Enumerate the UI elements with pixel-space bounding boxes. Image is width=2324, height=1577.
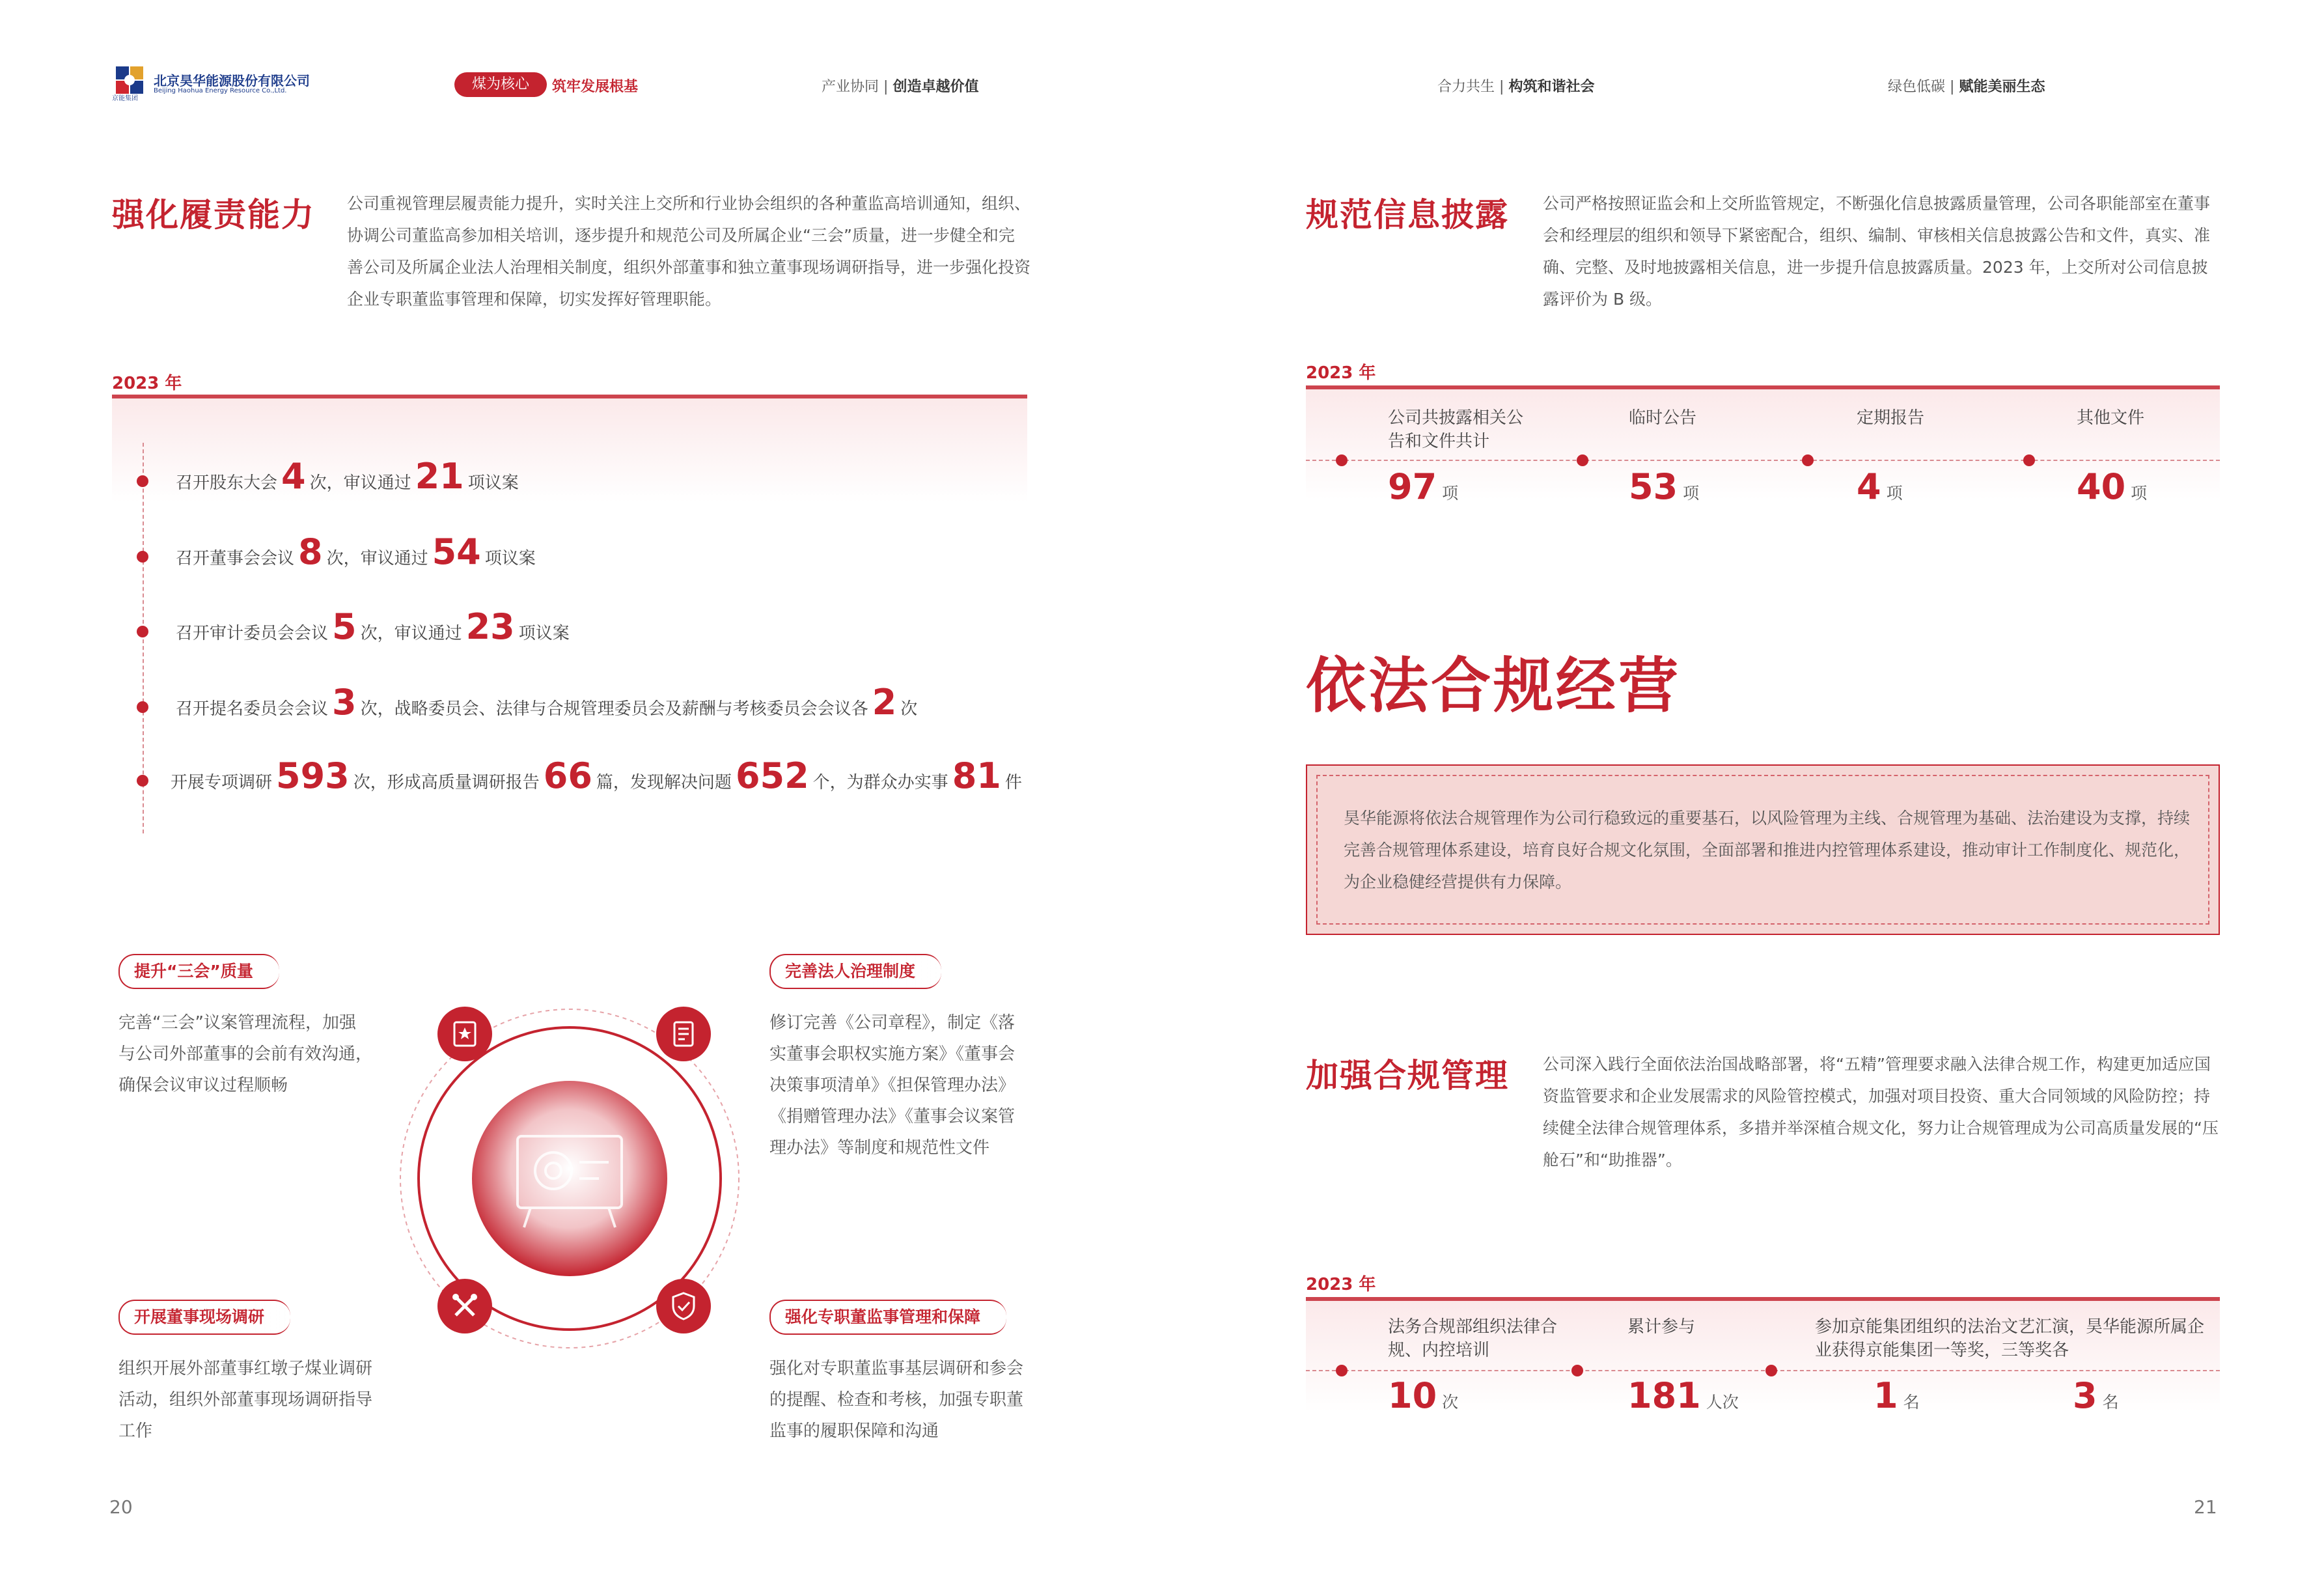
stat-shareholder-meeting: 召开股东大会 4 次，审议通过 21 项议案 [176,456,519,497]
callout-text: 昊华能源将依法合规管理作为公司行稳致远的重要基石，以风险管理为主线、合规管理为基础、法治建设为支撑，持续完善合规管理体系建设，培育良好合规文化氛围，全面部署和推进内控管理体系建设，推动审计工作制度化、规范化，为企业稳健经营提供有力保障。 [1344,809,2191,891]
stat-board-meeting: 召开董事会会议 8 次，审议通过 54 项议案 [176,531,536,572]
disclosure-temporary-value: 53 项 [1629,466,1700,507]
star-certificate-icon [437,1007,492,1061]
stat-dot [1577,454,1588,466]
company-name: 北京昊华能源股份有限公司 [154,73,310,89]
disclosure-temporary-label: 临时公告 [1629,408,1697,428]
section-title-compliance: 加强合规管理 [1306,1057,1509,1095]
stat-dot [1802,454,1814,466]
timeline-dot [137,775,148,787]
section-title-responsibility: 强化履责能力 [112,196,315,234]
callout-box [1306,764,2220,935]
document-icon [656,1007,711,1061]
stat-divider [1306,460,2220,461]
section-paragraph-disclosure: 公司严格按照证监会和上交所监管规定，不断强化信息披露质量管理，公司各职能部室在董事会和经理层的组织和领导下紧密配合，组织、编制、审核相关信息披露公告和文件，真实、准确、完整、及时地披露相关信息，进一步提升信息披露质量。2023 年，上交所对公司信息披露评价为 B 级。 [1543,194,2211,309]
nav-tab-industry[interactable]: 产业协同 | 创造卓越价值 [822,79,979,95]
timeline-dot [137,475,148,487]
tools-icon [437,1279,492,1333]
disclosure-total-value: 97 项 [1388,466,1459,507]
group-name: 京能集团 [112,95,138,102]
feature-title-director-research: 开展董事现场调研 [118,1300,290,1335]
compliance-award-first-value: 1 名 [1874,1375,1920,1416]
compliance-training-label: 法务合规部组织法律合规、内控培训 [1388,1317,1558,1360]
feature-title-governance-system: 完善法人治理制度 [769,954,941,989]
disclosure-total-label: 公司共披露相关公告和文件共计 [1388,408,1524,451]
stat-nomination-committee: 召开提名委员会会议 3 次，战略委员会、法律与合规管理委员会及薪酬与考核委员会会议各 2 次 [176,682,918,723]
year-label: 2023 年 [112,374,182,393]
feature-body-three-meetings: 完善“三会”议案管理流程，加强与公司外部董事的会前有效沟通，确保会议审议过程顺畅 [118,1013,373,1095]
disclosure-periodic-value: 4 项 [1857,466,1903,507]
compliance-training-value: 10 次 [1388,1375,1459,1416]
nav-tab-coal-core[interactable]: 煤为核心 [454,72,547,97]
year-label: 2023 年 [1306,363,1376,383]
stat-dot [1571,1365,1583,1376]
section-paragraph-responsibility: 公司重视管理层履责能力提升，实时关注上交所和行业协会组织的各种董监高培训通知，组织、协调公司董监高参加相关培训，逐步提升和规范公司及所属企业“三会”质量，进一步健全和完善公司及所属企业法人治理相关制度，组织外部董事和独立董事现场调研指导，进一步强化投资企业专职董监事管理和保障，切实发挥好管理职能。 [347,194,1031,309]
nav-tab-coal-core-subtitle[interactable]: 筑牢发展根基 [552,79,639,95]
year-label: 2023 年 [1306,1275,1376,1294]
feature-title-supervisor-management: 强化专职董监事管理和保障 [769,1300,1006,1335]
nav-tab-ecology[interactable]: 绿色低碳 | 赋能美丽生态 [1888,79,2045,95]
shield-check-icon [656,1279,711,1333]
page-number-right: 21 [2194,1496,2217,1518]
timeline-dot [137,551,148,563]
feature-body-supervisor-management: 强化对专职董监事基层调研和参会的提醒、检查和考核，加强专职董监事的履职保障和沟通 [769,1359,1024,1441]
timeline-dot [137,701,148,713]
disclosure-other-value: 40 项 [2077,466,2148,507]
feature-title-three-meetings: 提升“三会”质量 [118,954,279,989]
compliance-award-third-value: 3 名 [2073,1375,2119,1416]
stat-dot [1336,1365,1348,1376]
feature-body-director-research: 组织开展外部董事红墩子煤业调研活动，组织外部董事现场调研指导工作 [118,1359,373,1441]
company-logo-icon [116,66,143,94]
stat-audit-committee: 召开审计委员会会议 5 次，审议通过 23 项议案 [176,606,570,647]
section-title-disclosure: 规范信息披露 [1306,196,1509,234]
stat-dot [1336,454,1348,466]
compliance-award-label: 参加京能集团组织的法治文艺汇演，昊华能源所属企业获得京能集团一等奖，三等奖各 [1815,1317,2205,1360]
disclosure-other-label: 其他文件 [2077,408,2145,428]
section-paragraph-compliance: 公司深入践行全面依法治国战略部署，将“五精”管理要求融入法律合规工作，构建更加适应国资监管要求和企业发展需求的风险管控模式，加强对项目投资、重大合同领域的风险防控；持续健全法律合规管理体系，多措并举深植合规文化，努力让合规管理成为公司高质量发展的“压舱石”和“助推器”。 [1543,1055,2219,1169]
timeline-dot [137,626,148,637]
stat-divider [1306,1370,2220,1371]
disclosure-periodic-label: 定期报告 [1857,408,1925,428]
page-number-left: 20 [109,1496,133,1518]
stat-research: 开展专项调研 593 次，形成高质量调研报告 66 篇，发现解决问题 652 个，为群众办实事 81 件 [171,755,1022,796]
chapter-title: 依法合规经营 [1306,651,1681,721]
compliance-participants-value: 181 人次 [1627,1375,1739,1416]
nav-tab-society[interactable]: 合力共生 | 构筑和谐社会 [1437,79,1595,95]
company-name-en: Beijing Haohua Energy Resource Co.,Ltd. [154,87,287,94]
feature-body-governance-system: 修订完善《公司章程》，制定《落实董事会职权实施方案》《董事会决策事项清单》《担保管理办法》《捐赠管理办法》《董事会议案管理办法》等制度和规范性文件 [769,1013,1016,1158]
compliance-participants-label: 累计参与 [1627,1317,1696,1337]
stat-dot [2023,454,2035,466]
stat-dot [1765,1365,1777,1376]
